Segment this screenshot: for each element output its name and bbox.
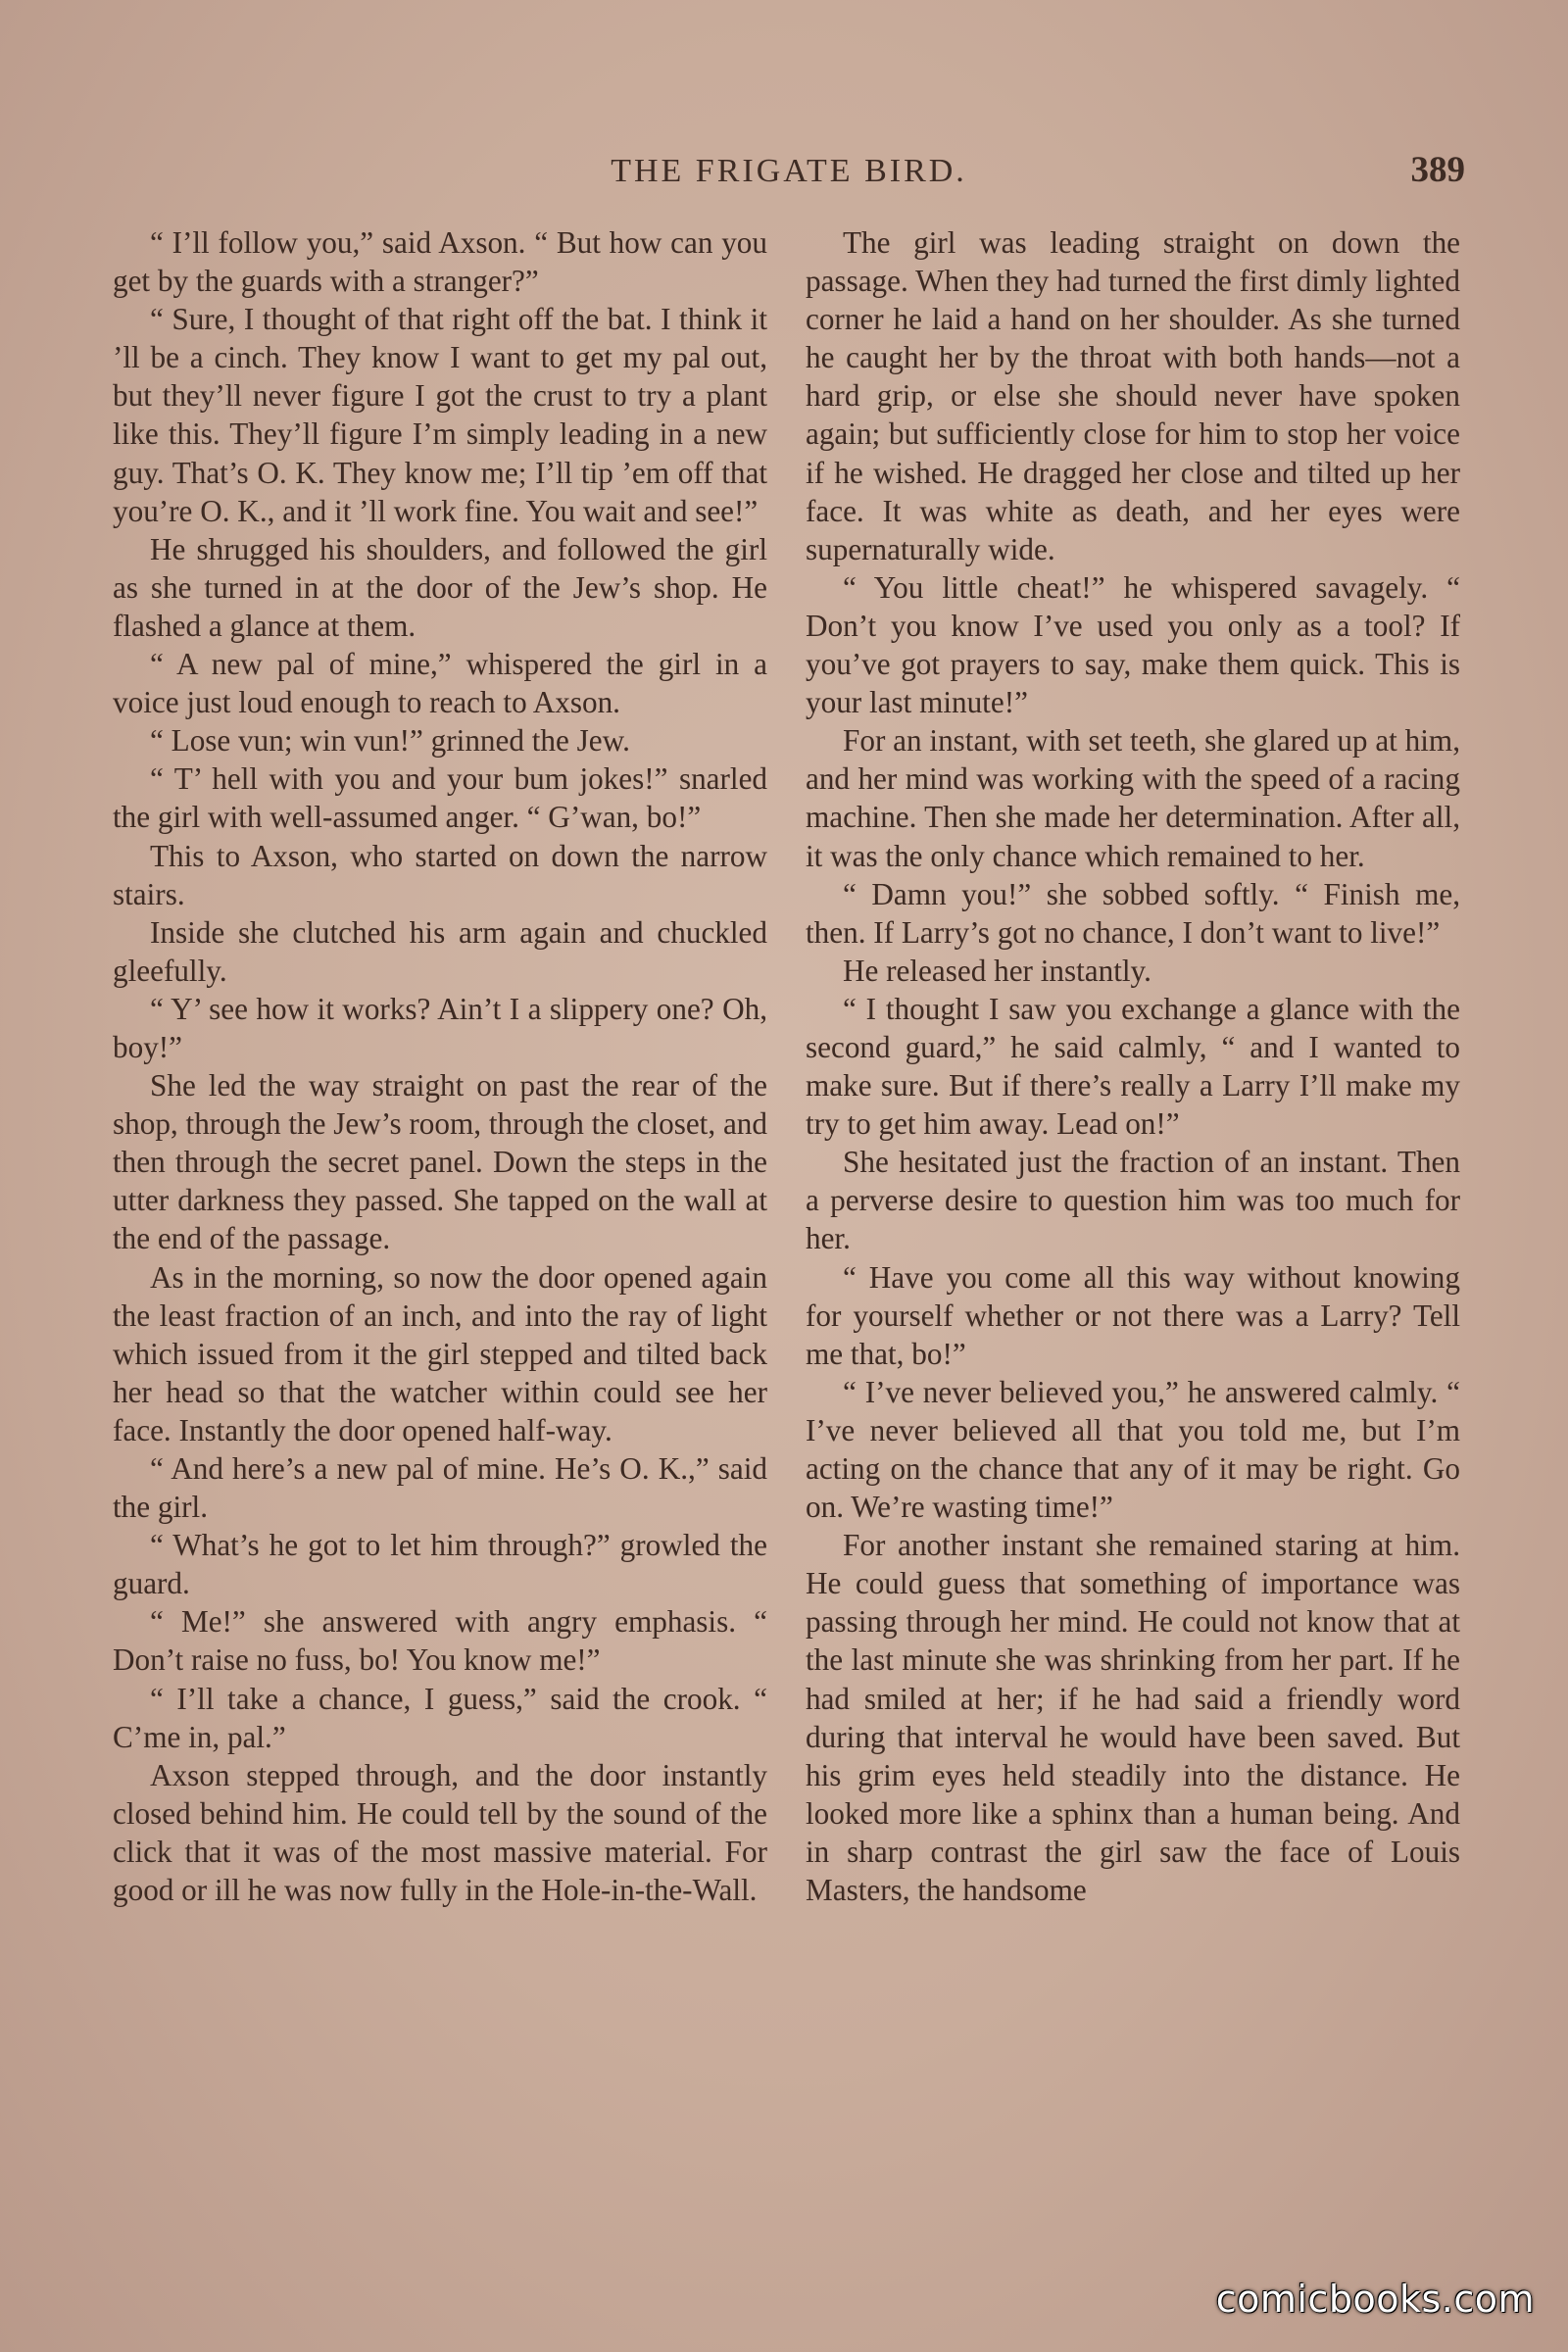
paragraph: “ A new pal of mine,” whispered the girl in a voice just loud enough to reach to Axson. (113, 647, 767, 720)
paragraph: “ And here’s a new pal of mine. He’s O. K.,” said the girl. (113, 1451, 767, 1525)
paragraph: “ Lose vun; win vun!” grinned the Jew. (150, 723, 630, 759)
paragraph: The girl was leading straight on down the passage. When they had turned the first dimly lighted corner he laid a hand on her shoulder. As she turned he caught her by the throat with both hands—not a hard grip, or else she should never have spoken again; but sufficiently close for him to stop her voice if he wished. He dragged her close and tilted up her face. It was white as death, and her eyes were supernaturally wide. (806, 225, 1460, 566)
paragraph: “ Have you come all this way without knowing for yourself whether or not there was a Larry? Tell me that, bo!” (806, 1259, 1460, 1371)
paragraph: “ I thought I saw you exchange a glance with the second guard,” he said calmly, “ and I wanted to make sure. But if there’s really a Larry I’ll make my try to get him away. Lead on!” (806, 991, 1460, 1142)
paragraph: As in the morning, so now the door opened again the least fraction of an inch, and into the ray of light which issued from it the girl stepped and tilted back her head so that the watcher within could see her face. Instantly the door opened half-way. (113, 1259, 767, 1447)
paragraph: “ Sure, I thought of that right off the bat. I think it ’ll be a cinch. They know I want to get my pal out, but they’ll never figure I got the crust to try a plant like this. They’ll figure I’m simply leading in a new guy. That’s O. K. They know me; I’ll tip ’em off that you’re O. K., and it ’ll work fine. You wait and see!” (113, 302, 767, 528)
paragraph: “ I’ve never believed you,” he answered calmly. “ I’ve never believed all that you told me, but I’m acting on the chance that any of it may be right. Go on. We’re wasting time!” (806, 1374, 1460, 1525)
paragraph: For an instant, with set teeth, she glared up at him, and her mind was working with the speed of a racing machine. Then she made her determination. After all, it was the only chance which remained to her. (806, 723, 1460, 873)
watermark: comicbooks.com (1215, 2278, 1535, 2321)
right-column (806, 223, 1460, 2262)
paragraph: “ Y’ see how it works? Ain’t I a slippery one? Oh, boy!” (113, 991, 767, 1064)
paragraph: For another instant she remained staring at him. He could guess that something of importance was passing through her mind. He could not know that at the last minute she was shrinking from her part. If he had smiled at her; if he had said a friendly word during that interval he would have been saved. But his grim eyes held steadily into the distance. He looked more like a sphinx than a human being. And in sharp contrast the girl saw the face of Louis Masters, the handsome (806, 1528, 1460, 1908)
paragraph: She led the way straight on past the rear of the shop, through the Jew’s room, through the closet, and then through the secret panel. Down the steps in the utter darkness they passed. She tapped on the wall at the end of the passage. (113, 1068, 767, 1256)
paragraph: “ I’ll follow you,” said Axson. “ But how can you get by the guards with a stranger?” (113, 225, 767, 299)
paragraph: He shrugged his shoulders, and followed the girl as she turned in at the door of the Jew’s shop. He flashed a glance at them. (113, 531, 767, 643)
paragraph: “ Damn you!” she sobbed softly. “ Finish me, then. If Larry’s got no chance, I don’t want to live!” (806, 876, 1460, 950)
running-head (113, 149, 1465, 198)
paragraph: “ You little cheat!” he whispered savagely. “ Don’t you know I’ve used you only as a tool? If you’ve got prayers to say, make them quick. This is your last minute!” (806, 569, 1460, 720)
running-title: THE FRIGATE BIRD. (611, 153, 967, 189)
paragraph: “ I’ll take a chance, I guess,” said the crook. “ C’me in, pal.” (113, 1681, 767, 1754)
paragraph: This to Axson, who started on down the narrow stairs. (113, 838, 767, 911)
paragraph: He released her instantly. (843, 953, 1152, 988)
paragraph: “ Me!” she answered with angry emphasis. “ Don’t raise no fuss, bo! You know me!” (113, 1604, 767, 1678)
paragraph: Axson stepped through, and the door instantly closed behind him. He could tell by the sound of the click that it was of the most massive material. For good or ill he was now fully in the Hole-in-the-Wall. (113, 1757, 767, 1908)
paragraph: She hesitated just the fraction of an instant. Then a perverse desire to question him was too much for her. (806, 1145, 1460, 1256)
paragraph: “ What’s he got to let him through?” growled the guard. (113, 1528, 767, 1601)
paragraph: “ T’ hell with you and your bum jokes!” snarled the girl with well-assumed anger. “ G’wan, bo!” (113, 761, 767, 835)
page-number: 389 (1410, 150, 1465, 190)
paragraph: Inside she clutched his arm again and chuckled gleefully. (113, 914, 767, 988)
left-column (113, 223, 767, 2262)
